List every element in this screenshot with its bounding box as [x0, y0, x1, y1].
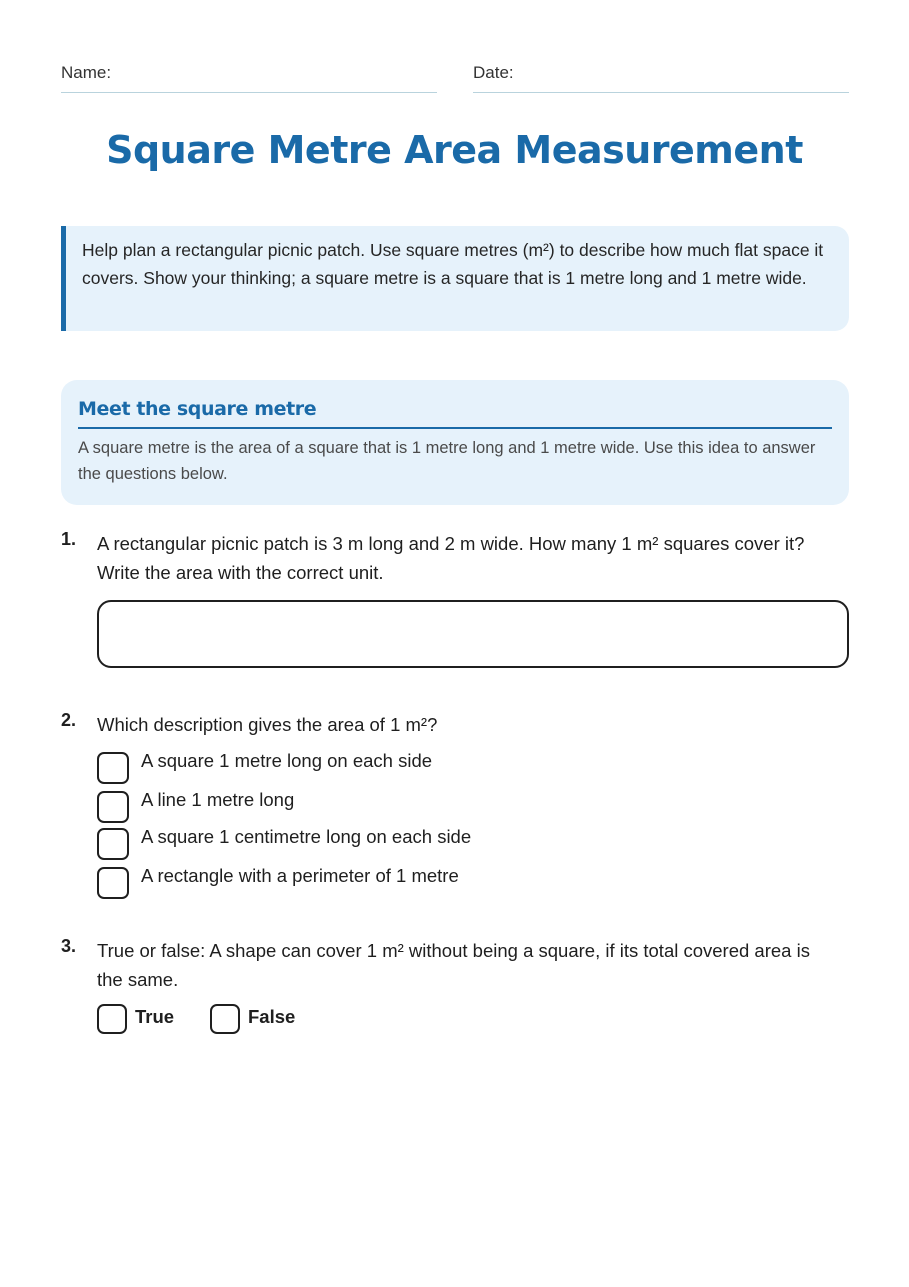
- checkbox[interactable]: [97, 867, 129, 899]
- option-label: False: [248, 1006, 296, 1027]
- option-label: A rectangle with a perimeter of 1 metre: [141, 865, 459, 886]
- info-box-body: A square metre is the area of a square that is 1 metre long and 1 metre wide. Use this idea to answer the questions below.: [78, 439, 816, 483]
- answer-input-box[interactable]: [97, 600, 849, 668]
- question-number: 1.: [61, 529, 77, 549]
- option-label: A line 1 metre long: [141, 789, 295, 810]
- info-box-heading: Meet the square metre: [78, 398, 832, 429]
- name-field[interactable]: [61, 62, 437, 93]
- question-text: True or false: A shape can cover 1 m² without being a square, if its total covered area is the same.: [97, 940, 810, 990]
- checkbox[interactable]: [97, 791, 129, 823]
- checkbox[interactable]: [97, 752, 129, 784]
- checkbox[interactable]: [97, 1004, 127, 1034]
- date-field[interactable]: [473, 62, 849, 93]
- name-label: Name:: [61, 63, 112, 82]
- option-label: A square 1 centimetre long on each side: [141, 826, 472, 847]
- checkbox[interactable]: [97, 828, 129, 860]
- date-label: Date:: [473, 63, 514, 82]
- page-title: Square Metre Area Measurement: [106, 128, 803, 172]
- question-text: Which description gives the area of 1 m²?: [97, 714, 438, 735]
- question-number: 3.: [61, 936, 77, 956]
- info-box: [61, 380, 849, 505]
- option-label: True: [135, 1006, 175, 1027]
- question-text: A rectangular picnic patch is 3 m long and 2 m wide. How many 1 m² squares cover it? Write the area with the correct unit.: [97, 533, 805, 583]
- checkbox[interactable]: [210, 1004, 240, 1034]
- option-label: A square 1 metre long on each side: [141, 750, 433, 771]
- intro-callout: Help plan a rectangular picnic patch. Use square metres (m²) to describe how much flat space it covers. Show your thinking; a square metre is a square that is 1 metre long and 1 metre wide.: [61, 226, 849, 331]
- question-number: 2.: [61, 710, 77, 730]
